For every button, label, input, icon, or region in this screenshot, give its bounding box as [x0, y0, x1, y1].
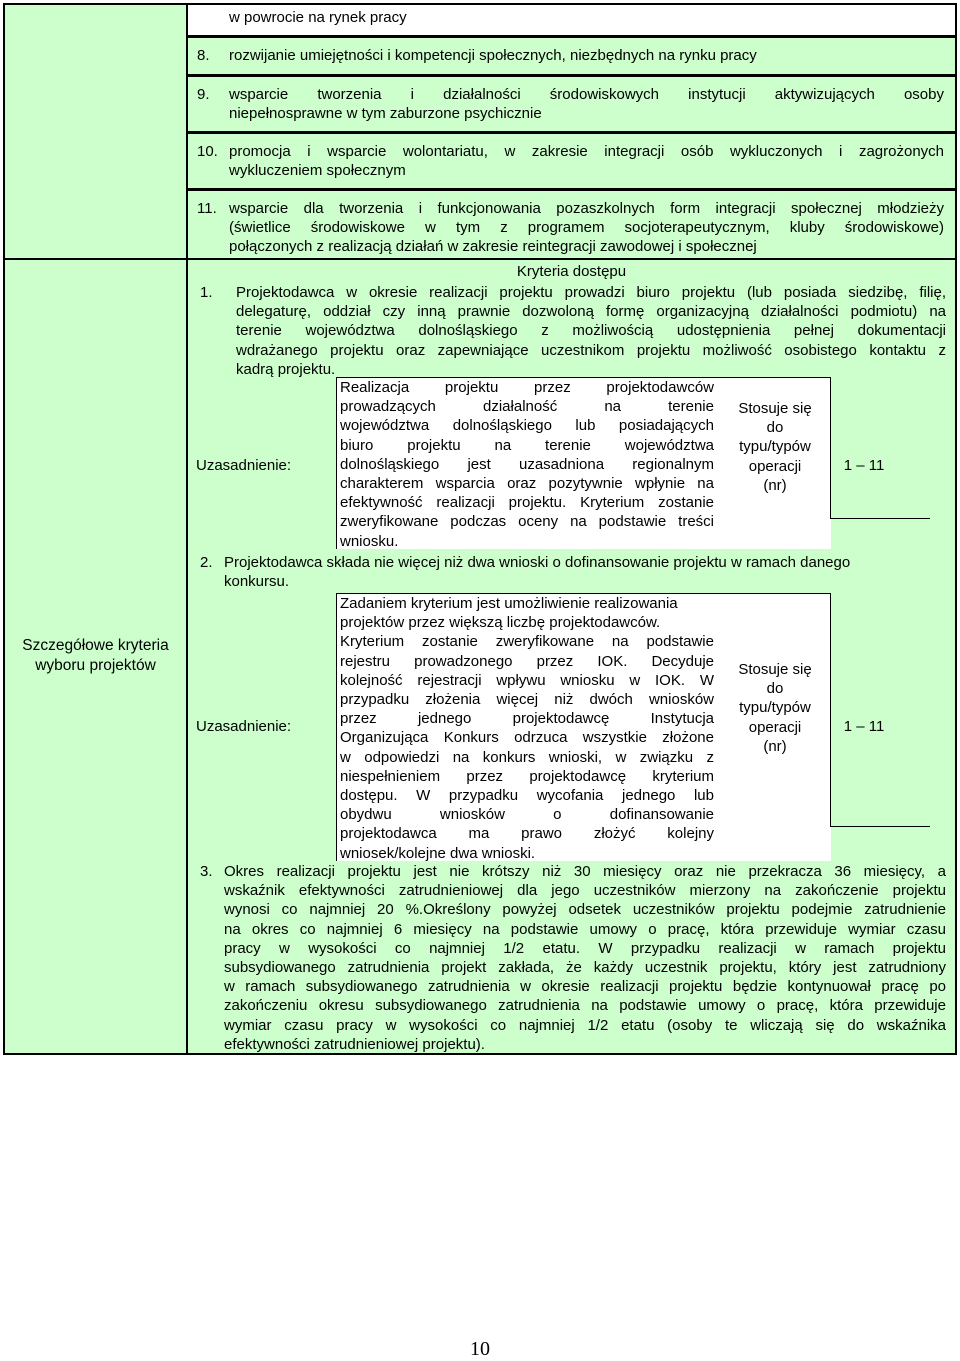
justification-1-table [188, 377, 955, 549]
item11-number: 11. [197, 200, 217, 217]
criterion-1-number: 1. [200, 284, 213, 301]
criteria-label-cell [3, 260, 188, 1055]
item10-text: promocja i wsparcie wolontariatu, w zakresie integracji osób wykluczonych i zagrożonych wykluczeniem społecznym [229, 143, 944, 180]
item7-row [188, 5, 955, 35]
item9-number: 9. [197, 86, 210, 103]
item9-row [188, 77, 955, 131]
justification-2-table [188, 593, 955, 861]
criteria-title: Kryteria dostępu [516, 263, 627, 280]
page-number: 10 [470, 1338, 490, 1360]
justification-2-label: Uzasadnienie: [196, 718, 292, 735]
criteria-section-label: Szczegółowe kryteria wyboru projektów [22, 637, 169, 674]
justification-1-range: 1 – 11 [843, 457, 885, 474]
top-right-cell [188, 3, 957, 260]
criterion-2-number: 2. [200, 554, 213, 571]
top-left-cell [3, 3, 188, 260]
criterion-2-text: Projektodawca składa nie więcej niż dwa wnioski o dofinansowanie projektu w ramach danego konkursu. [224, 554, 851, 591]
criterion-3-number: 3. [200, 863, 213, 880]
item10-row [188, 134, 955, 188]
criteria-content-cell [188, 260, 957, 1055]
item7-continued: w powrocie na rynek pracy [229, 9, 407, 26]
item8-row [188, 38, 955, 74]
item9-text: wsparcie tworzenia i działalności środowiskowych instytucji aktywizujących osoby niepełnosprawne w tym zaburzone psychicznie [229, 86, 944, 123]
criterion-1-text: Projektodawca w okresie realizacji projektu prowadzi biuro projektu (lub posiada siedzibę, filię, delegaturę, oddział czy inną prawnie dozwoloną formę organizacyjną działalności podmiotu) na terenie województwa dolnośląskiego z możliwością udostępnienia pełnej dokumentacji wdrażanego projektu oraz zapewniające uczestnikom projektu możliwość osobistego kontaktu z kadrą projektu. [236, 284, 946, 378]
justification-1-applies: Stosuje się do typu/typów operacji (nr) [738, 400, 812, 494]
item11-row [188, 191, 955, 258]
justification-2-range: 1 – 11 [843, 718, 885, 735]
justification-2-applies: Stosuje się do typu/typów operacji (nr) [738, 661, 812, 755]
criterion-3-text: Okres realizacji projektu jest nie krótszy niż 30 miesięcy oraz nie przekracza 36 miesięcy, a wskaźnik efektywności zatrudnieniowej dla jego uczestników mierzony na zakończenie projektu wynosi co najmniej 20 %.Określony powyżej odsetek uczestników projektu podejmie zatrudnienie na okres co najmniej 6 miesięcy na podstawie umowy o pracę, która przewiduje wymiar czasu pracy w wysokości co najmniej 1/2 etatu. W przypadku realizacji w ramach projektu subsydiowanego zatrudnienia projekt zakłada, że każdy uczestnik projektu, który jest zatrudniony w ramach subsydiowanego zatrudnienia w okresie realizacji projektu będzie kontynuował pracę po zakończeniu okresu subsydiowanego zatrudnienia na podstawie umowy o pracę, która przewiduje wymiar czasu pracy w wysokości co najmniej 1/2 etatu (osoby te wliczają się do wskaźnika efektywności zatrudnieniowej projektu). [224, 863, 946, 1053]
item11-text: wsparcie dla tworzenia i funkcjonowania pozaszkolnych form integracji społecznej młodzieży (świetlice środowiskowe w tym z programem socjoterapeutycznym, kluby środowiskowe) połączonych z realizacją działań w zakresie reintegracji zawodowej i społecznej [229, 200, 944, 256]
justification-1-label: Uzasadnienie: [196, 457, 292, 474]
justification-2-text: Zadaniem kryterium jest umożliwienie realizowania projektów przez większą liczbę projektodawców. Kryterium zostanie zweryfikowane na podstawie rejestru prowadzonego przez IOK. Decyduje kolejność rejestracji wpływu wniosku w IOK. W przypadku złożenia więcej niż dwóch wniosków przez jednego projektodawcę Instytucja Organizująca Konkurs odrzuca wszystkie złożone w odpowiedzi na konkurs wnioski, w związku z niespełnieniem przez projektodawcę kryterium dostępu. W przypadku wycofania jednego lub obydwu wniosków o dofinansowanie projektodawca ma prawo złożyć kolejny wniosek/kolejne dwa wnioski. [340, 595, 714, 862]
item10-number: 10. [197, 143, 218, 160]
justification-1-text: Realizacja projektu przez projektodawców prowadzących działalność na terenie województwa dolnośląskiego lub posiadających biuro projektu na terenie województwa dolnośląskiego jest uzasadniona regionalnym charakterem wsparcia oraz pozytywnie wpłynie na efektywność realizacji projektu. Kryterium zostanie zweryfikowane podczas oceny na podstawie treści wniosku. [340, 379, 714, 550]
item8-number: 8. [197, 47, 210, 64]
item8-text: rozwijanie umiejętności i kompetencji społecznych, niezbędnych na rynku pracy [229, 47, 757, 64]
